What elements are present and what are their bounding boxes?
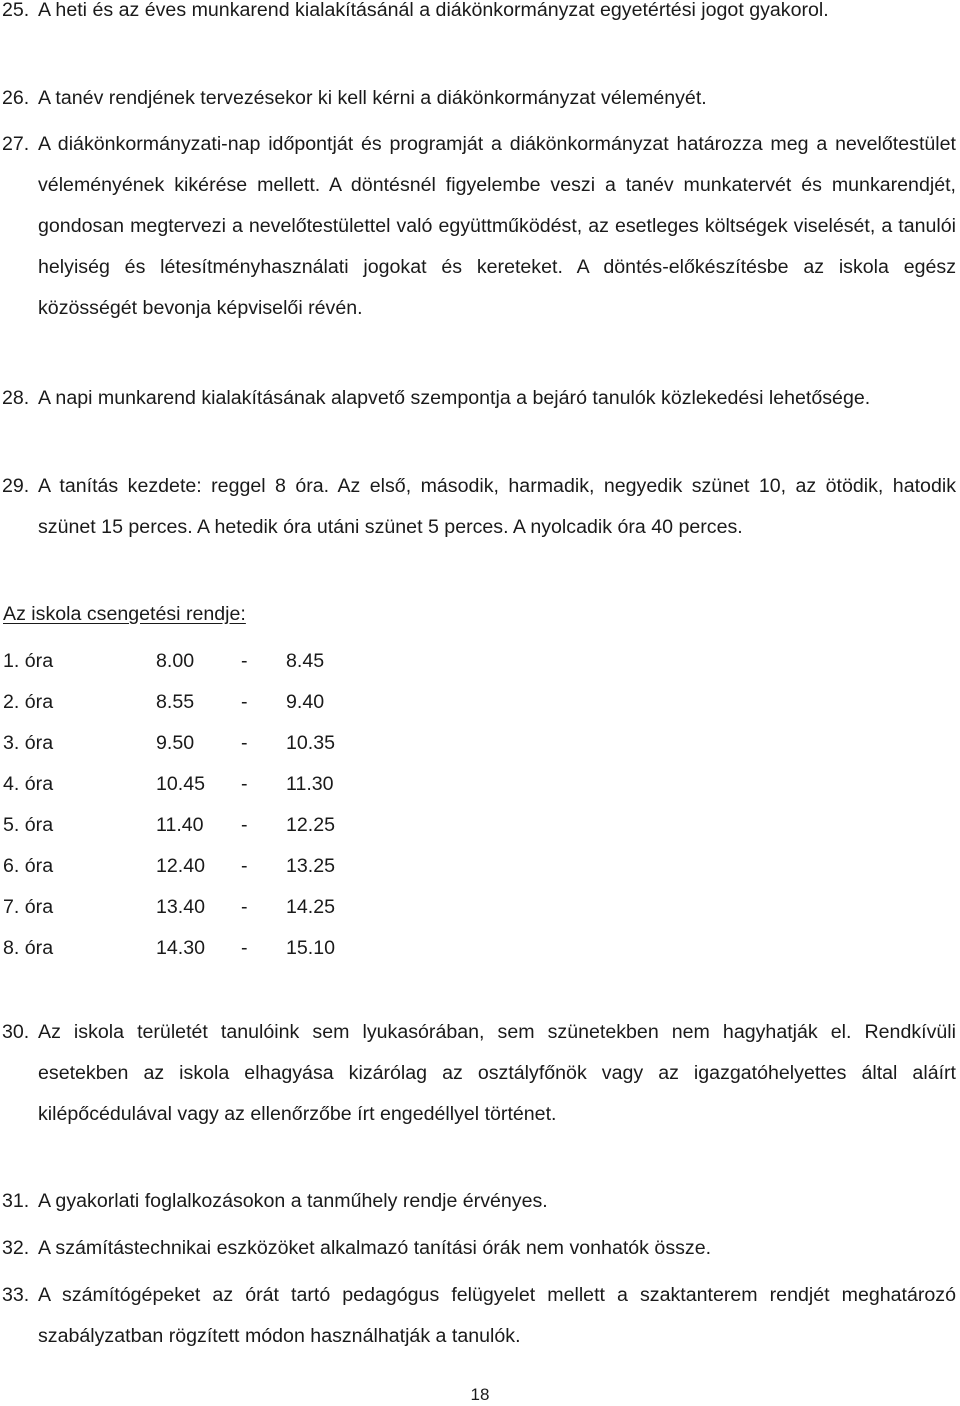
rule-item-33 [2,1275,956,1357]
end-time: 10.35 [286,732,336,754]
start-time: 9.50 [156,732,195,754]
rule-item-27 [2,124,956,329]
rule-item-31 [2,1181,956,1222]
item-text: A diákönkormányzati-nap időpontját és programját a diákönkormányzat határozza meg a nevelőtestület véleményének kikérése mellett. A döntésnél figyelembe veszi a tanév munkatervét és munkarendjét, gondosan megtervezi a nevelőtestülettel való együttműködést, az esetleges költségek viselését, a tanulói helyiség és létesítményhasználati jogokat és kereteket. A döntés-előkészítésbe az iskola egész közösségét bevonja képviselői révén. [38,133,956,319]
schedule-row [3,641,403,682]
schedule-row [3,723,403,764]
item-number: 28. [2,387,30,409]
rule-item-30 [2,1012,956,1135]
end-time: 13.25 [286,855,336,877]
end-time: 8.45 [286,650,325,672]
start-time: 13.40 [156,896,206,918]
item-text: A heti és az éves munkarend kialakításánál a diákönkormányzat egyetértési jogot gyakorol. [38,0,829,21]
item-number: 33. [2,1284,30,1306]
time-separator: - [241,814,248,836]
end-time: 12.25 [286,814,336,836]
start-time: 8.55 [156,691,195,713]
end-time: 14.25 [286,896,336,918]
time-separator: - [241,855,248,877]
end-time: 9.40 [286,691,325,713]
end-time: 15.10 [286,937,336,959]
item-number: 26. [2,87,30,109]
bell-schedule-heading: Az iskola csengetési rendje: [3,603,246,625]
rule-item-32 [2,1228,956,1269]
item-text: Az iskola területét tanulóink sem lyukasórában, sem szünetekben nem hagyhatják el. Rendkívüli esetekben az iskola elhagyása kizárólag az osztályfőnök vagy az igazgatóhelyettes által aláírt kilépőcédulával vagy az ellenőrzőbe írt engedéllyel történet. [38,1021,956,1125]
time-separator: - [241,773,248,795]
lesson-label: 5. óra [3,814,54,836]
start-time: 12.40 [156,855,206,877]
schedule-row [3,805,403,846]
item-text: A számítógépeket az órát tartó pedagógus felügyelet mellett a szaktanterem rendjét meghatározó szabályzatban rögzített módon használhatják a tanulók. [38,1284,956,1347]
time-separator: - [241,896,248,918]
lesson-label: 2. óra [3,691,54,713]
item-number: 29. [2,475,30,497]
lesson-label: 7. óra [3,896,54,918]
item-number: 27. [2,133,30,155]
schedule-row [3,846,403,887]
item-number: 30. [2,1021,30,1043]
bell-schedule-table [3,641,403,969]
schedule-row [3,764,403,805]
page-number: 18 [470,1385,490,1404]
schedule-row [3,887,403,928]
start-time: 11.40 [156,814,204,836]
item-text: A tanítás kezdete: reggel 8 óra. Az első, második, harmadik, negyedik szünet 10, az ötödik, hatodik szünet 15 perces. A hetedik óra utáni szünet 5 perces. A nyolcadik óra 40 perces. [38,475,956,538]
rule-item-26 [2,78,956,119]
lesson-label: 4. óra [3,773,54,795]
item-text: A gyakorlati foglalkozásokon a tanműhely rendje érvényes. [38,1190,548,1212]
rule-item-29 [2,466,956,548]
start-time: 14.30 [156,937,206,959]
rule-item-28 [2,378,956,419]
lesson-label: 8. óra [3,937,54,959]
schedule-row [3,928,403,969]
item-text: A napi munkarend kialakításának alapvető szempontja a bejáró tanulók közlekedési lehetősége. [38,387,871,409]
rule-item-25 [2,0,956,31]
end-time: 11.30 [286,773,334,795]
time-separator: - [241,937,248,959]
item-text: A tanév rendjének tervezésekor ki kell kérni a diákönkormányzat véleményét. [38,87,707,109]
item-number: 32. [2,1237,30,1259]
schedule-row [3,682,403,723]
lesson-label: 1. óra [3,650,54,672]
time-separator: - [241,732,248,754]
item-number: 31. [2,1190,30,1212]
item-text: A számítástechnikai eszközöket alkalmazó tanítási órák nem vonhatók össze. [38,1237,712,1259]
time-separator: - [241,650,248,672]
start-time: 8.00 [156,650,195,672]
time-separator: - [241,691,248,713]
lesson-label: 6. óra [3,855,54,877]
lesson-label: 3. óra [3,732,54,754]
start-time: 10.45 [156,773,206,795]
item-number: 25. [2,0,30,21]
